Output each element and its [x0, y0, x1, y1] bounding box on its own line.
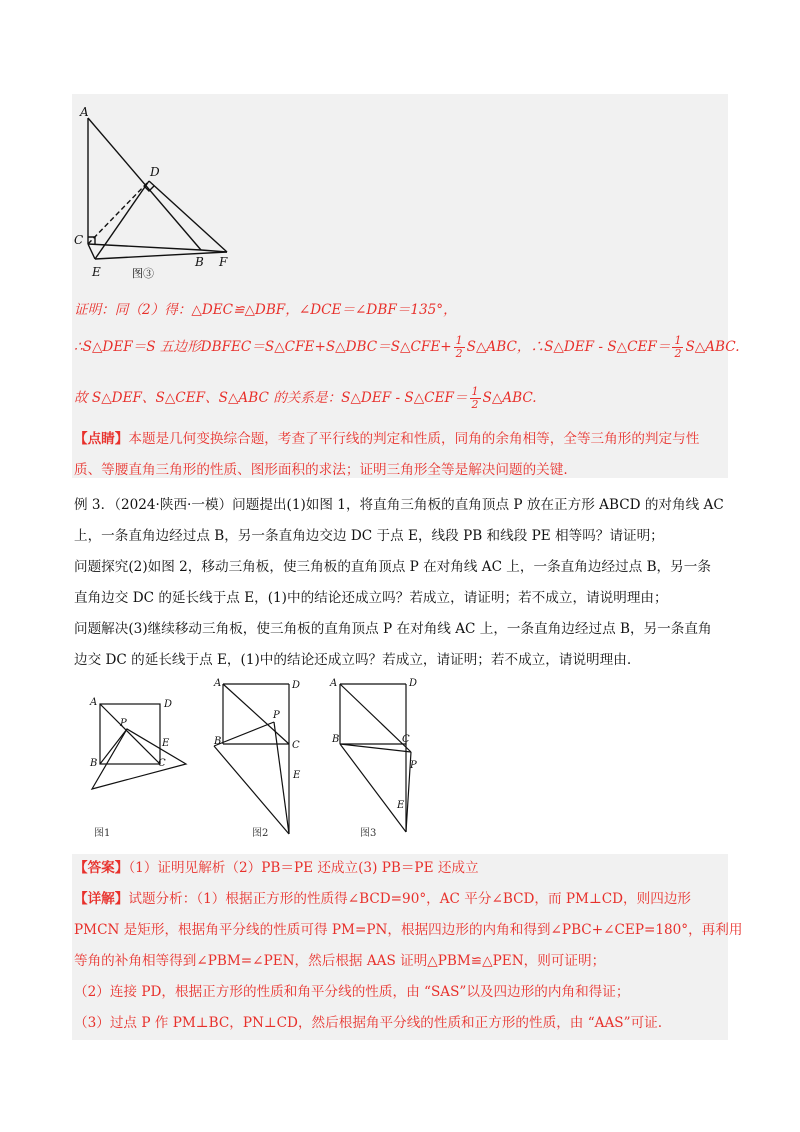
label-A: A: [80, 105, 89, 119]
fig1-label-E: E: [162, 738, 170, 749]
figure-caption: 图③: [132, 267, 154, 280]
answer-label: 【答案】: [74, 860, 129, 876]
fig1-label-D: D: [164, 699, 173, 710]
comment-line-2: 质、等腰直角三角形的性质、图形面积的求法；证明三角形全等是解决问题的关键.: [74, 462, 568, 478]
label-D: D: [150, 165, 160, 179]
proof-line-2a: ∴S△DEF＝S 五边形DBFEC＝S△CFE+S△DBC＝S△CFE+: [74, 339, 452, 355]
figure-3-geometry: [74, 96, 234, 286]
fig2-caption: 图2: [252, 828, 269, 839]
detail-label: 【详解】: [74, 891, 129, 907]
label-E: E: [92, 265, 101, 279]
proof-line-2b: S△ABC，∴S△DEF - S△CEF＝: [466, 339, 671, 355]
label-F: F: [219, 255, 228, 269]
proof-line-2: [74, 335, 740, 360]
fig2-label-P: P: [273, 710, 280, 721]
fig3-label-D: D: [409, 678, 418, 689]
fraction-half: $\frac{1}{2}$: [471, 385, 479, 411]
fig2-label-B: B: [214, 736, 222, 747]
detail-line-5: （3）过点 P 作 PM⊥BC，PN⊥CD，然后根据角平分线的性质和正方形的性质，由 “AAS”可证.: [74, 1015, 663, 1031]
fig3-label-E: E: [397, 800, 405, 811]
proof-line-3: [74, 386, 537, 411]
fig1-label-B: B: [90, 758, 98, 769]
detail-line-2: PMCN 是矩形，根据角平分线的性质可得 PM=PN，根据四边形的内角和得到∠PBC+∠CEP=180°，再利用: [74, 922, 743, 938]
proof-line-3a: 故 S△DEF、S△CEF、S△ABC 的关系是：S△DEF - S△CEF＝: [74, 390, 468, 406]
fig2-label-E: E: [293, 770, 301, 781]
example3-line-3: 问题探究(2)如图 2，移动三角板，使三角板的直角顶点 P 在对角线 AC 上，一条直角边经过点 B，另一条: [74, 559, 711, 575]
example3-line-5: 问题解决(3)继续移动三角板，使三角板的直角顶点 P 在对角线 AC 上，一条直角边经过点 B，另一条直角: [74, 621, 712, 637]
comment-label: 【点睛】: [74, 431, 129, 447]
fraction-half: $\frac{1}{2}$: [455, 334, 463, 360]
proof-line-2c: S△ABC.: [685, 339, 740, 355]
fig1-label-A: A: [90, 697, 98, 708]
comment-line-1: [74, 429, 699, 449]
example3-line-4: 直角边交 DC 的延长线于点 E，(1)中的结论还成立吗？若成立，请证明；若不成立，请说明理由；: [74, 590, 668, 606]
comment-text-1: 本题是几何变换综合题，考查了平行线的判定和性质，同角的余角相等，全等三角形的判定与性: [128, 431, 700, 447]
example3-line-1: 例 3．（2024·陕西·一模）问题提出(1)如图 1，将直角三角板的直角顶点 P 放在正方形 ABCD 的对角线 AC: [74, 497, 724, 513]
fig1-label-P: P: [120, 718, 127, 729]
fraction-half: $\frac{1}{2}$: [674, 334, 682, 360]
example3-line-6: 边交 DC 的延长线于点 E，(1)中的结论还成立吗？若成立，请证明；若不成立，请说明理由.: [74, 652, 632, 668]
proof-line-3b: S△ABC.: [482, 390, 537, 406]
example3-figures: [84, 674, 418, 844]
detail-line-4: （2）连接 PD，根据正方形的性质和角平分线的性质，由 “SAS”以及四边形的内角和得证；: [74, 984, 630, 1000]
fig3-label-B: B: [332, 734, 340, 745]
fig2-label-D: D: [292, 680, 301, 691]
proof-line-1: 证明：同（2）得：△DEC≌△DBF，∠DCE＝∠DBF＝135°，: [74, 302, 457, 318]
example3-line-2: 上，一条直角边经过点 B，另一条直角边交边 DC 于点 E，线段 PB 和线段 PE 相等吗？请证明；: [74, 528, 664, 544]
fig3-caption: 图3: [360, 828, 377, 839]
label-B: B: [195, 255, 204, 269]
fig2-label-A: A: [214, 678, 222, 689]
fig1-label-C: C: [158, 758, 166, 769]
detail-line-1: [74, 889, 691, 909]
answer-text: （1）证明见解析（2）PB＝PE 还成立(3) PB＝PE 还成立: [128, 860, 479, 876]
answer-line: [74, 858, 479, 878]
fig3-label-A: A: [330, 678, 338, 689]
fig1-caption: 图1: [94, 828, 111, 839]
fig3-label-P: P: [410, 760, 417, 771]
label-C: C: [74, 233, 84, 247]
fig3-label-C: C: [402, 734, 410, 745]
detail-line-3: 等角的补角相等得到∠PBM=∠PEN，然后根据 AAS 证明△PBM≌△PEN，则可证明；: [74, 953, 606, 969]
detail-text-1: 试题分析：（1）根据正方形的性质得∠BCD=90°，AC 平分∠BCD，而 PM⊥CD，则四边形: [128, 891, 692, 907]
fig2-label-C: C: [292, 740, 300, 751]
